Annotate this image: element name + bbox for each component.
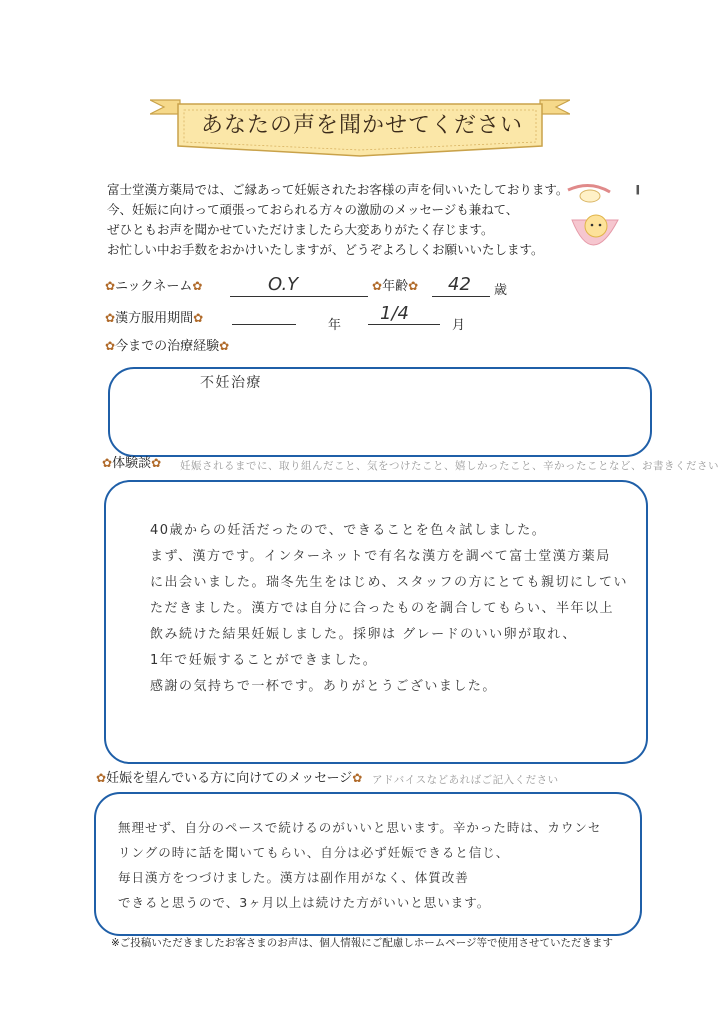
period-year-unit: 年 [328,318,342,333]
flower-icon: ✿ [105,311,116,325]
message-label-row [96,767,362,786]
experience-line: まず、漢方です。インターネットで有名な漢方を調べて富士堂漢方薬局 [150,549,611,564]
message-box[interactable] [94,792,642,936]
message-line: 無理せず、自分のペースで続けるのがいいと思います。辛かった時は、カウンセ [118,820,602,835]
age-label: 年齢 [382,279,409,294]
flower-icon: ✿ [408,279,419,293]
experience-hint: 妊娠されるまでに、取り組んだこと、気をつけたこと、嬉しかったこと、辛かったことなど、お書きください [180,460,719,472]
flower-icon: ✿ [192,279,203,293]
experience-line: 感謝の気持ちで一杯です。ありがとうございました。 [150,679,497,694]
period-year-field[interactable] [232,324,296,325]
message-line: できると思うので、3ヶ月以上は続けた方がいいと思います。 [118,895,491,910]
decorative-mark: ╹ [633,185,643,204]
nickname-label-row [105,275,202,294]
flower-icon: ✿ [96,771,107,785]
experience-line: 40歳からの妊活だったので、できることを色々試しました。 [150,523,547,538]
flower-icon: ✿ [105,339,116,353]
experience-line: に出会いました。瑞冬先生をはじめ、スタッフの方にとても親切にしてい [150,575,628,590]
stork-baby-icon [560,180,630,270]
footer-note: ※ご投稿いただきましたお客さまのお声は、個人情報にご配慮しホームページ等で使用させていただきます [110,937,614,949]
age-field[interactable] [432,296,490,297]
experience-label-row [102,452,161,471]
age-value: 42 [448,274,471,295]
nickname-label: ニックネーム [115,279,193,294]
treatment-box[interactable] [108,367,652,457]
nickname-value: O.Y [268,274,299,295]
experience-line: ただきました。漢方では自分に合ったものを調合してもらい、半年以上 [150,601,615,616]
period-month-field[interactable] [368,324,440,325]
intro-line: お忙しい中お手数をおかけいたしますが、どうぞよろしくお願いいたします。 [107,242,544,257]
period-month-value: 1/4 [380,303,409,324]
flower-icon: ✿ [151,456,162,470]
flower-icon: ✿ [372,279,383,293]
experience-line: 1年で妊娠することができました。 [150,653,378,668]
flower-icon: ✿ [219,339,230,353]
treatment-label: 今までの治療経験 [115,339,220,354]
treatment-label-row [105,335,229,354]
period-month-unit: 月 [452,318,466,333]
message-line: 毎日漢方をつづけました。漢方は副作用がなく、体質改善 [118,870,469,885]
flower-icon: ✿ [105,279,116,293]
nickname-field[interactable] [230,296,368,297]
experience-line: 飲み続けた結果妊娠しました。採卵は グレードのいい卵が取れ、 [150,627,577,642]
period-label: 漢方服用期間 [115,311,194,326]
flower-icon: ✿ [102,456,113,470]
message-line: リングの時に話を聞いてもらい、自分は必ず妊娠できると信じ、 [118,845,510,860]
intro-line: ぜひともお声を聞かせていただけましたら大変ありがたく存じます。 [107,222,494,237]
flower-icon: ✿ [352,771,363,785]
period-label-row [105,307,203,326]
page-title: あなたの声を聞かせてください [200,113,523,138]
flower-icon: ✿ [193,311,204,325]
age-unit: 歳 [494,283,508,298]
message-label: 妊娠を望んでいる方に向けてのメッセージ [106,771,353,786]
experience-label: 体験談 [112,456,152,471]
age-label-row [372,275,418,294]
message-hint: アドバイスなどあればご記入ください [372,774,559,786]
treatment-value: 不妊治療 [200,375,262,391]
intro-line: 今、妊娠に向けって頑張っておられる方々の激励のメッセージも兼ねて、 [107,202,519,217]
intro-line: 富士堂漢方薬局では、ご縁あって妊娠されたお客様の声を伺いいたしております。 [107,182,569,197]
